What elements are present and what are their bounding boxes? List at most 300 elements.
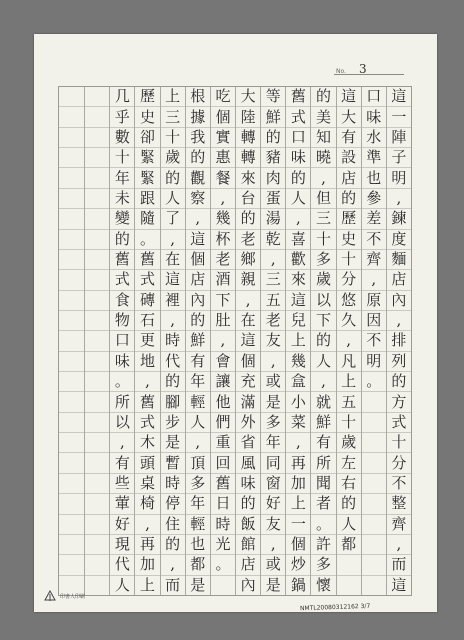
manuscript-cell: 明 <box>362 352 386 372</box>
manuscript-cell: 餐 <box>211 168 235 188</box>
manuscript-cell: 同 <box>261 453 285 473</box>
manuscript-cell: 停 <box>161 494 185 514</box>
manuscript-cell: 蛋 <box>261 189 285 209</box>
manuscript-cell <box>59 230 84 250</box>
manuscript-cell: 裡 <box>161 291 185 311</box>
manuscript-cell: 等 <box>261 87 285 107</box>
manuscript-cell: 是 <box>161 433 185 453</box>
manuscript-cell: 緊 <box>135 148 159 168</box>
manuscript-cell: 兒 <box>286 311 310 331</box>
manuscript-cell: , <box>186 209 210 229</box>
manuscript-cell: 館 <box>236 535 260 555</box>
manuscript-cell: 多 <box>311 555 335 575</box>
manuscript-cell: 的 <box>337 494 361 514</box>
manuscript-cell <box>59 107 84 127</box>
manuscript-cell <box>59 148 84 168</box>
manuscript-cell: 上 <box>286 331 310 351</box>
manuscript-cell: 美 <box>311 107 335 127</box>
manuscript-cell <box>85 352 109 372</box>
manuscript-cell: 多 <box>186 474 210 494</box>
manuscript-cell <box>85 87 109 107</box>
manuscript-cell: 大 <box>236 87 260 107</box>
manuscript-cell: 觀 <box>186 168 210 188</box>
manuscript-cell: 齊 <box>362 250 386 270</box>
manuscript-cell <box>59 352 84 372</box>
manuscript-column <box>285 87 310 595</box>
manuscript-cell: , <box>135 515 159 535</box>
manuscript-cell: 麵 <box>387 250 411 270</box>
manuscript-cell: 有 <box>186 352 210 372</box>
manuscript-cell: , <box>135 372 159 392</box>
manuscript-cell: 味 <box>236 474 260 494</box>
manuscript-cell: 時 <box>161 331 185 351</box>
manuscript-cell: 。 <box>211 555 235 575</box>
manuscript-cell: 店 <box>387 270 411 290</box>
manuscript-cell: 酒 <box>211 270 235 290</box>
manuscript-cell: 知 <box>311 128 335 148</box>
manuscript-cell: 陸 <box>236 107 260 127</box>
manuscript-cell: 鮮 <box>261 107 285 127</box>
manuscript-cell: 頂 <box>186 453 210 473</box>
manuscript-cell: 幾 <box>286 352 310 372</box>
manuscript-cell: 原 <box>362 291 386 311</box>
manuscript-cell: 一 <box>286 515 310 535</box>
manuscript-cell: 年 <box>261 433 285 453</box>
manuscript-cell: 口 <box>286 128 310 148</box>
manuscript-cell <box>85 372 109 392</box>
manuscript-cell: 排 <box>387 331 411 351</box>
manuscript-cell: 歷 <box>337 209 361 229</box>
manuscript-cell: 。 <box>362 372 386 392</box>
archive-id-stamp: NMTL20080312162 3/7 <box>299 602 371 613</box>
manuscript-cell: 以 <box>110 413 134 433</box>
manuscript-cell: 但 <box>311 189 335 209</box>
manuscript-cell: 磚 <box>135 291 159 311</box>
manuscript-cell: 多 <box>261 413 285 433</box>
manuscript-cell: 度 <box>387 230 411 250</box>
manuscript-cell: 所 <box>110 392 134 412</box>
manuscript-cell: 十 <box>311 230 335 250</box>
manuscript-cell: 的 <box>236 494 260 514</box>
manuscript-cell <box>85 474 109 494</box>
manuscript-cell: 緊 <box>135 168 159 188</box>
manuscript-cell: 風 <box>236 453 260 473</box>
manuscript-cell: 代 <box>110 555 134 575</box>
manuscript-cell: 悠 <box>337 291 361 311</box>
manuscript-cell: 凡 <box>337 352 361 372</box>
manuscript-cell <box>59 433 84 453</box>
manuscript-cell: 滿 <box>236 392 260 412</box>
manuscript-cell: 的 <box>311 87 335 107</box>
manuscript-cell: 不 <box>362 331 386 351</box>
manuscript-cell: 炒 <box>286 555 310 575</box>
manuscript-cell: 史 <box>337 230 361 250</box>
manuscript-cell <box>85 433 109 453</box>
manuscript-cell: 的 <box>261 128 285 148</box>
page-number: 3 <box>359 62 367 76</box>
manuscript-cell: 杯 <box>211 230 235 250</box>
manuscript-cell: 回 <box>211 453 235 473</box>
manuscript-cell: 跟 <box>135 189 159 209</box>
manuscript-cell: 式 <box>110 270 134 290</box>
manuscript-cell <box>211 576 235 595</box>
manuscript-cell: 住 <box>161 515 185 535</box>
manuscript-cell: 人 <box>114 575 130 594</box>
manuscript-cell: 或 <box>261 555 285 575</box>
manuscript-cell: 他 <box>211 392 235 412</box>
manuscript-cell <box>59 291 84 311</box>
manuscript-cell: 了 <box>161 209 185 229</box>
manuscript-cell: 變 <box>110 209 134 229</box>
manuscript-cell: 的 <box>161 168 185 188</box>
manuscript-cell: 十 <box>110 148 134 168</box>
manuscript-cell: 加 <box>135 555 159 575</box>
manuscript-cell: 轉 <box>236 148 260 168</box>
manuscript-cell: , <box>337 331 361 351</box>
manuscript-cell: 舊 <box>286 87 310 107</box>
manuscript-cell: 的 <box>236 209 260 229</box>
manuscript-column <box>235 87 260 595</box>
manuscript-cell: 實 <box>211 128 235 148</box>
manuscript-cell <box>362 413 386 433</box>
manuscript-cell: 友 <box>261 515 285 535</box>
manuscript-cell: 味 <box>286 148 310 168</box>
manuscript-cell: 重 <box>211 433 235 453</box>
manuscript-cell: , <box>161 230 185 250</box>
manuscript-cell <box>85 535 109 555</box>
manuscript-cell: 設 <box>337 148 361 168</box>
manuscript-cell: 內 <box>240 575 256 594</box>
manuscript-cell: , <box>211 189 235 209</box>
manuscript-cell: 豬 <box>261 148 285 168</box>
manuscript-cell: 察 <box>186 189 210 209</box>
manuscript-cell: 來 <box>286 270 310 290</box>
manuscript-cell: 的 <box>337 189 361 209</box>
manuscript-cell: 年 <box>186 372 210 392</box>
manuscript-cell: 式 <box>135 270 159 290</box>
manuscript-cell <box>85 555 109 575</box>
manuscript-cell <box>59 331 84 351</box>
manuscript-cell: 的 <box>186 148 210 168</box>
manuscript-cell <box>59 209 84 229</box>
manuscript-cell: 明 <box>387 168 411 188</box>
manuscript-cell: , <box>211 331 235 351</box>
manuscript-cell: 三 <box>161 107 185 127</box>
manuscript-column <box>260 87 285 595</box>
manuscript-cell: 三 <box>311 209 335 229</box>
manuscript-cell: 輕 <box>186 392 210 412</box>
manuscript-cell <box>59 311 84 331</box>
manuscript-cell <box>85 128 109 148</box>
manuscript-cell: 舊 <box>135 250 159 270</box>
manuscript-column <box>336 87 361 595</box>
manuscript-cell: 歲 <box>311 270 335 290</box>
manuscript-cell: 口 <box>362 87 386 107</box>
manuscript-cell: 水 <box>362 128 386 148</box>
manuscript-cell: 許 <box>311 535 335 555</box>
manuscript-cell: 會 <box>211 352 235 372</box>
manuscript-cell: 數 <box>110 128 134 148</box>
manuscript-cell: 椅 <box>135 494 159 514</box>
manuscript-cell: 曉 <box>311 148 335 168</box>
manuscript-cell: 懷 <box>316 575 332 594</box>
manuscript-cell <box>59 128 84 148</box>
manuscript-cell: 現 <box>110 535 134 555</box>
manuscript-cell: 式 <box>135 413 159 433</box>
manuscript-cell: , <box>261 250 285 270</box>
manuscript-cell <box>85 576 109 595</box>
manuscript-cell: 我 <box>186 128 210 148</box>
manuscript-cell: 準 <box>362 148 386 168</box>
manuscript-cell: 歲 <box>161 148 185 168</box>
manuscript-cell: 喜 <box>286 230 310 250</box>
manuscript-cell <box>59 453 84 473</box>
manuscript-cell <box>362 494 386 514</box>
manuscript-cell: 鮮 <box>311 413 335 433</box>
manuscript-cell: 腳 <box>161 392 185 412</box>
manuscript-cell: 未 <box>110 189 134 209</box>
manuscript-cell <box>59 372 84 392</box>
manuscript-cell: 都 <box>186 555 210 575</box>
manuscript-column <box>134 87 159 595</box>
manuscript-cell: 十 <box>161 128 185 148</box>
manuscript-cell: 十 <box>337 413 361 433</box>
manuscript-cell: 聞 <box>311 474 335 494</box>
manuscript-cell: 的 <box>387 372 411 392</box>
manuscript-cell: , <box>110 433 134 453</box>
manuscript-cell: 左 <box>337 453 361 473</box>
manuscript-cell: 的 <box>311 331 335 351</box>
manuscript-cell <box>337 555 361 575</box>
manuscript-cell <box>362 555 386 575</box>
manuscript-cell: 個 <box>211 107 235 127</box>
manuscript-cell: 式 <box>387 413 411 433</box>
manuscript-cell: 內 <box>186 291 210 311</box>
manuscript-cell: 親 <box>236 270 260 290</box>
manuscript-cell <box>85 148 109 168</box>
manuscript-cell: 隨 <box>135 209 159 229</box>
manuscript-cell: 老 <box>211 250 235 270</box>
manuscript-cell: , <box>362 270 386 290</box>
manuscript-cell: , <box>311 168 335 188</box>
manuscript-cell <box>362 433 386 453</box>
page-number-prefix: No. <box>336 68 346 75</box>
manuscript-cell <box>85 168 109 188</box>
manuscript-cell: 參 <box>362 189 386 209</box>
manuscript-cell <box>362 535 386 555</box>
manuscript-cell: 的 <box>286 168 310 188</box>
manuscript-column <box>84 87 109 595</box>
manuscript-cell: , <box>161 311 185 331</box>
manuscript-cell: 上 <box>337 372 361 392</box>
manuscript-cell: 三 <box>261 270 285 290</box>
manuscript-cell: 肚 <box>211 311 235 331</box>
manuscript-cell: 差 <box>362 209 386 229</box>
manuscript-column <box>310 87 335 595</box>
manuscript-column <box>59 87 84 595</box>
manuscript-cell: 有 <box>337 128 361 148</box>
manuscript-cell: 大 <box>337 107 361 127</box>
manuscript-cell: 省 <box>236 433 260 453</box>
manuscript-cell: 來 <box>236 168 260 188</box>
manuscript-cell: 們 <box>211 413 235 433</box>
manuscript-cell: 人 <box>337 515 361 535</box>
manuscript-grid <box>58 86 412 596</box>
manuscript-cell: 。 <box>135 230 159 250</box>
manuscript-cell: 一 <box>387 107 411 127</box>
manuscript-cell: 日 <box>211 494 235 514</box>
manuscript-page <box>34 34 437 612</box>
manuscript-cell: 五 <box>261 291 285 311</box>
manuscript-cell: 。 <box>110 372 134 392</box>
manuscript-cell: 是 <box>265 575 281 594</box>
manuscript-cell: 幾 <box>211 209 235 229</box>
manuscript-cell: 的 <box>186 311 210 331</box>
manuscript-cell: 在 <box>236 311 260 331</box>
manuscript-cell <box>59 270 84 290</box>
manuscript-cell: 是 <box>190 575 206 594</box>
manuscript-cell: 轉 <box>236 128 260 148</box>
manuscript-cell: 台 <box>236 189 260 209</box>
manuscript-cell: , <box>286 209 310 229</box>
manuscript-cell: 舊 <box>211 474 235 494</box>
manuscript-cell: 更 <box>135 331 159 351</box>
manuscript-cell: 十 <box>387 433 411 453</box>
manuscript-cell: 分 <box>387 453 411 473</box>
manuscript-cell: 老 <box>261 311 285 331</box>
manuscript-cell: 這 <box>236 331 260 351</box>
manuscript-cell: 方 <box>387 392 411 412</box>
manuscript-cell <box>85 209 109 229</box>
manuscript-cell <box>59 535 84 555</box>
manuscript-cell: 外 <box>236 413 260 433</box>
manuscript-cell: 桌 <box>135 474 159 494</box>
manuscript-cell: 乾 <box>261 230 285 250</box>
manuscript-cell: 乎 <box>110 107 134 127</box>
manuscript-cell: 因 <box>362 311 386 331</box>
manuscript-cell: 年 <box>186 494 210 514</box>
manuscript-cell: 店 <box>186 270 210 290</box>
manuscript-cell: 所 <box>311 453 335 473</box>
manuscript-cell <box>59 168 84 188</box>
manuscript-cell: 子 <box>387 148 411 168</box>
manuscript-cell: 鄉 <box>236 250 260 270</box>
manuscript-cell: 歡 <box>286 250 310 270</box>
manuscript-cell: 而 <box>165 575 181 594</box>
manuscript-cell: 鍊 <box>387 209 411 229</box>
manuscript-cell: 分 <box>337 270 361 290</box>
manuscript-cell: 個 <box>186 250 210 270</box>
manuscript-cell: 味 <box>362 107 386 127</box>
manuscript-cell: 充 <box>236 372 260 392</box>
manuscript-cell <box>85 392 109 412</box>
manuscript-cell: 再 <box>135 535 159 555</box>
manuscript-cell: 時 <box>161 474 185 494</box>
manuscript-cell: 不 <box>362 230 386 250</box>
manuscript-cell: 好 <box>261 494 285 514</box>
manuscript-cell: 葷 <box>110 494 134 514</box>
manuscript-cell: 列 <box>387 352 411 372</box>
manuscript-column <box>185 87 210 595</box>
manuscript-cell <box>362 474 386 494</box>
manuscript-column <box>210 87 235 595</box>
manuscript-cell <box>85 453 109 473</box>
manuscript-cell: 右 <box>337 474 361 494</box>
manuscript-cell: , <box>387 189 411 209</box>
manuscript-cell: 這 <box>387 87 411 107</box>
manuscript-cell: 暫 <box>161 453 185 473</box>
manuscript-cell: 地 <box>135 352 159 372</box>
manuscript-cell: 在 <box>161 250 185 270</box>
manuscript-cell <box>59 494 84 514</box>
manuscript-cell: 的 <box>110 230 134 250</box>
manuscript-cell: 肉 <box>261 168 285 188</box>
manuscript-cell <box>59 392 84 412</box>
manuscript-cell <box>362 453 386 473</box>
manuscript-cell: 這 <box>161 270 185 290</box>
manuscript-cell: 鮮 <box>186 331 210 351</box>
manuscript-cell: 鍋 <box>290 575 306 594</box>
manuscript-cell: 輕 <box>186 515 210 535</box>
manuscript-cell: 光 <box>211 535 235 555</box>
manuscript-cell <box>59 413 84 433</box>
manuscript-cell: 下 <box>211 291 235 311</box>
manuscript-cell: 湯 <box>261 209 285 229</box>
manuscript-cell <box>59 555 84 575</box>
manuscript-cell: 代 <box>161 352 185 372</box>
manuscript-cell: 卻 <box>135 128 159 148</box>
manuscript-cell <box>59 87 84 107</box>
manuscript-cell: 人 <box>161 189 185 209</box>
manuscript-cell <box>59 474 84 494</box>
manuscript-cell: , <box>261 352 285 372</box>
manuscript-column <box>109 87 134 595</box>
manuscript-cell <box>59 250 84 270</box>
manuscript-cell: 惠 <box>211 148 235 168</box>
publisher-text: 印書人印刷 <box>60 593 86 600</box>
manuscript-cell: 好 <box>110 515 134 535</box>
manuscript-cell <box>85 413 109 433</box>
manuscript-cell: 史 <box>135 107 159 127</box>
manuscript-cell <box>59 515 84 535</box>
manuscript-cell: 小 <box>286 392 310 412</box>
manuscript-cell: 內 <box>387 291 411 311</box>
manuscript-cell: 食 <box>110 291 134 311</box>
manuscript-cell: , <box>236 291 260 311</box>
manuscript-cell: 讓 <box>211 372 235 392</box>
manuscript-cell: 頭 <box>135 453 159 473</box>
manuscript-cell: 再 <box>286 453 310 473</box>
manuscript-cell: 個 <box>236 352 260 372</box>
manuscript-cell: , <box>311 372 335 392</box>
manuscript-cell <box>85 230 109 250</box>
manuscript-cell: 都 <box>337 535 361 555</box>
manuscript-cell: 陣 <box>387 128 411 148</box>
manuscript-cell: 飯 <box>236 515 260 535</box>
manuscript-cell <box>59 189 84 209</box>
manuscript-cell: 是 <box>261 392 285 412</box>
manuscript-cell: 上 <box>286 494 310 514</box>
manuscript-cell: 盒 <box>286 372 310 392</box>
manuscript-cell <box>85 494 109 514</box>
manuscript-cell: 些 <box>110 474 134 494</box>
manuscript-cell: 也 <box>186 535 210 555</box>
tree-logo-icon <box>44 590 56 602</box>
manuscript-cell: , <box>286 433 310 453</box>
manuscript-cell <box>362 515 386 535</box>
manuscript-cell: 上 <box>161 87 185 107</box>
manuscript-cell: 的 <box>161 535 185 555</box>
